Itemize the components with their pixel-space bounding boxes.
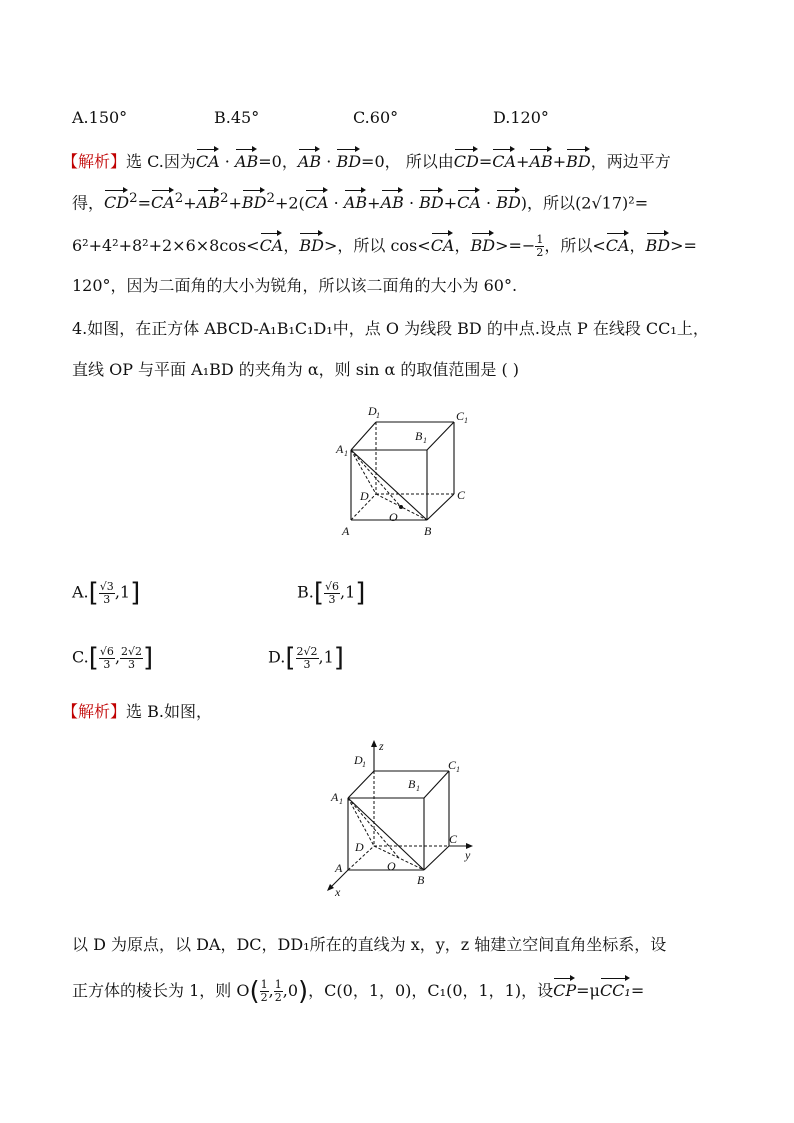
denominator: 2 — [536, 246, 544, 259]
vector-cd: CD — [454, 147, 479, 173]
option-letter: B. — [297, 582, 314, 602]
paren-right: ) — [298, 976, 309, 1007]
edge-bc — [424, 846, 449, 870]
edge-a1d — [348, 798, 374, 846]
label-d: D — [360, 489, 369, 503]
vector-ab: AB — [197, 188, 220, 214]
numerator: 1 — [274, 978, 282, 991]
numerator: 2√2 — [296, 644, 318, 658]
point-o — [399, 505, 403, 509]
vector-bd: BD — [419, 188, 444, 214]
denominator: 2 — [260, 991, 268, 1004]
text: =μ — [576, 981, 600, 1000]
fraction — [324, 581, 340, 606]
text: (2√17)²= — [575, 193, 649, 213]
bracket-right: ] — [355, 578, 366, 608]
option-letter: A. — [72, 582, 89, 602]
subscript: 1 — [344, 449, 348, 458]
text: >，所以 cos< — [323, 236, 431, 255]
text: =0， — [258, 152, 298, 171]
label-c: C — [449, 832, 458, 846]
vector-bd: BD — [566, 147, 591, 173]
vector-bd: BD — [336, 147, 361, 173]
vector-ca: CA — [196, 147, 220, 173]
text: 所以由 — [405, 152, 454, 171]
numerator: 1 — [536, 233, 544, 246]
vector-ca: CA — [431, 231, 455, 257]
z-arrow — [371, 740, 377, 747]
numerator: √6 — [99, 644, 114, 658]
edge-b1c1 — [427, 422, 454, 450]
analysis-tag: 【解析】 — [62, 702, 127, 721]
text: 正方体的棱长为 1，则 O — [72, 981, 250, 1000]
edge-a1d — [351, 450, 376, 494]
q4-analysis — [62, 701, 212, 723]
q3-option-d: D.120° — [493, 108, 549, 127]
vector-ca: CA — [457, 188, 481, 214]
vector-cd: CD — [104, 188, 129, 214]
q4-stem-line-1: 4.如图，在正方体 ABCD-A₁B₁C₁D₁中，点 O 为线段 BD 的中点.设点 P 在线段 CC₁上， — [72, 319, 709, 338]
option-letter: D. — [268, 647, 286, 667]
q3-analysis-line-3: 6²+4²+8²+2×6×8cos<CA，BD>，所以 cos<CA，BD>=− $\frac{1}{2}$ ，所以<CA，BD>= — [72, 233, 697, 259]
label-b: B — [424, 524, 432, 538]
numerator: 1 — [260, 978, 268, 991]
q3-option-c: C.60° — [353, 108, 399, 127]
fraction-half — [260, 979, 269, 1004]
q3-option-a: A.150° — [72, 108, 128, 127]
fraction — [99, 581, 115, 606]
text: ，C(0，1，0)，C₁(0，1，1)，设 — [308, 981, 554, 1000]
text: 选 C.因为 — [126, 152, 196, 171]
fraction — [296, 646, 319, 671]
label-a1: A — [331, 790, 339, 804]
subscript: 1 — [423, 436, 427, 445]
vector-bd: BD — [646, 231, 671, 257]
label-a1: A — [336, 442, 344, 456]
cube-figure — [330, 400, 480, 545]
bracket-left: [ — [88, 578, 99, 608]
vector-ab: AB — [529, 147, 552, 173]
text: 选 B.如图， — [126, 702, 212, 721]
text: =0， — [361, 152, 401, 171]
q3-analysis-line-1: 【解析】选 C.因为CA · AB=0，AB · BD=0， 所以由CD=CA+AB+BD，两边平方 — [62, 147, 671, 173]
edge-a1d1 — [348, 771, 374, 798]
label-o: O — [389, 510, 398, 524]
denominator: 3 — [103, 657, 111, 671]
fraction-half — [274, 979, 283, 1004]
vector-ca: CA — [151, 188, 175, 214]
text: >= — [670, 236, 697, 255]
vector-ab: AB — [381, 188, 404, 214]
dot: · — [326, 152, 332, 171]
label-o: O — [387, 859, 396, 873]
axis-label-z: z — [379, 739, 384, 753]
option-letter: C. — [72, 647, 89, 667]
q3-analysis-line-4: 120°，因为二面角的大小为锐角，所以该二面角的大小为 60°. — [72, 276, 518, 295]
text: ，两边平方 — [590, 152, 671, 171]
vector-ab: AB — [235, 147, 258, 173]
vector-ca: CA — [606, 231, 630, 257]
denominator: 2 — [274, 991, 282, 1004]
denominator: 3 — [303, 657, 311, 671]
q4-analysis-line-2: 正方体的棱长为 1，则 O( $\frac{1}{2}$ , $\frac{1}{2}$ ,0)，C(0，1，0)，C₁(0，1，1)，设CP=μCC₁= — [72, 976, 645, 1007]
bracket-left: [ — [285, 643, 296, 673]
vector-ca: CA — [305, 188, 329, 214]
numerator: √3 — [99, 579, 114, 593]
edge-b1c1 — [424, 771, 449, 798]
vector-bd: BD — [299, 231, 324, 257]
text: 6²+4²+8²+2×6×8cos< — [72, 236, 260, 255]
dot: · — [224, 152, 230, 171]
fraction — [99, 646, 115, 671]
value: 1 — [323, 647, 334, 667]
vector-cc1: CC₁ — [600, 976, 631, 1002]
q4-option-d: D.[ $\frac{2√2}{3}$ ,1] — [268, 643, 344, 673]
value: 1 — [119, 582, 131, 602]
bracket-right: ] — [130, 578, 141, 608]
subscript: 1 — [456, 765, 460, 774]
vector-bd: BD — [242, 188, 267, 214]
vector-bd: BD — [471, 231, 496, 257]
numerator: √6 — [325, 579, 340, 593]
denominator: 3 — [103, 592, 111, 606]
edge-db — [374, 846, 424, 870]
text: 得， — [72, 193, 105, 213]
fraction-half — [535, 234, 544, 259]
analysis-tag: 【解析】 — [62, 152, 127, 171]
paren-left: ( — [249, 976, 260, 1007]
bracket-right: ] — [333, 643, 344, 673]
subscript: 1 — [464, 416, 468, 425]
axis-label-x: x — [335, 885, 341, 898]
axis-label-y: y — [465, 848, 471, 862]
label-b1: B — [408, 777, 416, 791]
vector-ca: CA — [260, 231, 284, 257]
label-d1: D — [354, 753, 363, 767]
bracket-left: [ — [313, 578, 324, 608]
label-d1: D — [368, 404, 377, 418]
q4-analysis-line-1: 以 D 为原点，以 DA，DC，DD₁所在的直线为 x，y，z 轴建立空间直角坐标系，设 — [72, 935, 667, 954]
q4-option-c: C.[ $\frac{√6}{3}$ , $\frac{2√2}{3}$ ] — [72, 643, 154, 673]
text: ，所以 — [527, 193, 576, 213]
text: >=− — [495, 236, 536, 255]
vector-ab: AB — [298, 147, 321, 173]
label-a: A — [342, 524, 350, 538]
q4-stem-line-2: 直线 OP 与平面 A₁BD 的夹角为 α，则 sin α 的取值范围是 ( ) — [72, 360, 520, 379]
subscript: 1 — [339, 797, 343, 806]
q4-option-b: B.[ $\frac{√6}{3}$ ,1] — [297, 578, 366, 608]
label-b1: B — [415, 429, 423, 443]
label-c1: C — [456, 409, 465, 423]
vector-ca: CA — [492, 147, 516, 173]
cube-axes-figure — [318, 738, 488, 898]
label-a: A — [335, 861, 343, 875]
denominator: 3 — [328, 592, 336, 606]
label-c: C — [457, 488, 466, 502]
fraction — [120, 646, 143, 671]
value: 1 — [345, 582, 356, 602]
edge-bc — [427, 494, 454, 520]
subscript: 1 — [362, 760, 366, 769]
vector-bd: BD — [496, 188, 521, 214]
q3-analysis-line-2: 得，$CD^2=CA^2+AB^2+BD^2+2(CA \cdot AB+AB \cdot BD+CA \cdot BD)$，所以(2√17)²= — [72, 188, 648, 214]
bracket-right: ] — [143, 643, 154, 673]
numerator: 2√2 — [121, 644, 143, 658]
label-c1: C — [448, 758, 457, 772]
text: = — [630, 981, 645, 1000]
label-b: B — [417, 873, 425, 887]
subscript: 1 — [376, 411, 380, 420]
edge-a1d1 — [351, 422, 376, 450]
vector-cp: CP — [553, 976, 576, 1002]
vector-ab: AB — [344, 188, 367, 214]
q4-option-a: A.[ $\frac{√3}{3}$ ,1] — [72, 578, 141, 608]
text: ，所以< — [544, 236, 606, 255]
subscript: 1 — [416, 784, 420, 793]
bracket-left: [ — [88, 643, 99, 673]
q3-option-b: B.45° — [214, 108, 260, 127]
denominator: 3 — [128, 657, 136, 671]
label-d: D — [355, 840, 364, 854]
